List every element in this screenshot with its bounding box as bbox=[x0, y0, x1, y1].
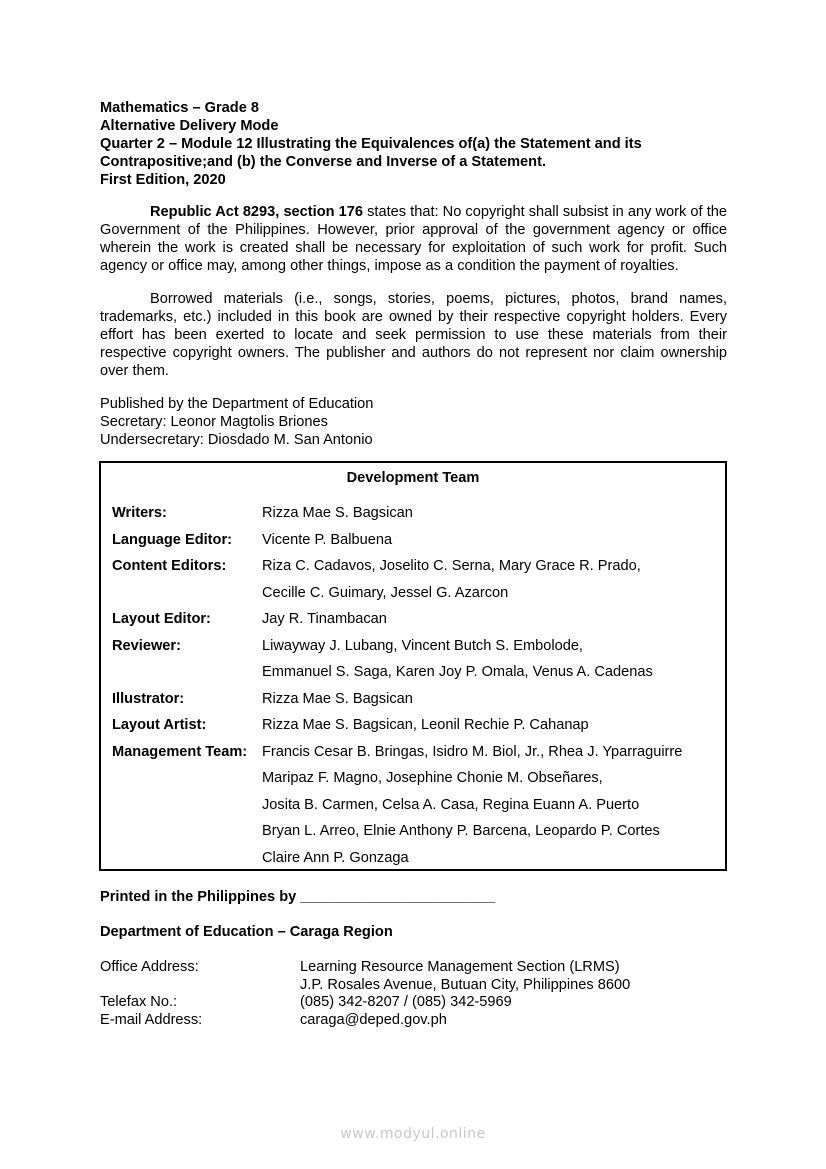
team-role: Management Team: bbox=[112, 743, 248, 760]
printed-by-line: Printed in the Philippines by ________________________ bbox=[100, 889, 496, 905]
borrowed-materials-paragraph: Borrowed materials (i.e., songs, stories, poems, pictures, photos, brand names, trademarks, etc.) included in this book are owned by their respective copyright holders. Every effort has been exerted to locate and seek permission to use these materials from their respective copyright owners. The publisher and authors do not represent nor claim ownership over them. bbox=[100, 291, 727, 379]
publisher-info bbox=[100, 395, 727, 449]
team-names: Emmanuel S. Saga, Karen Joy P. Omala, Venus A. Cadenas bbox=[262, 664, 653, 680]
contact-row bbox=[100, 977, 700, 995]
team-role: Reviewer: bbox=[112, 637, 181, 654]
watermark: www.modyul.online bbox=[340, 1126, 486, 1142]
module-title-line-1: Quarter 2 – Module 12 Illustrating the Equivalences of(a) the Statement and its bbox=[100, 136, 642, 152]
team-role: Content Editors: bbox=[112, 558, 227, 574]
contact-row bbox=[100, 994, 700, 1012]
office-address-label: Office Address: bbox=[100, 959, 199, 975]
development-team-title: Development Team bbox=[346, 470, 480, 486]
undersecretary-line: Undersecretary: Diosdado M. San Antonio bbox=[100, 432, 373, 448]
team-names: Jay R. Tinambacan bbox=[262, 611, 387, 627]
contact-info bbox=[100, 959, 700, 1029]
team-names: Rizza Mae S. Bagsican bbox=[262, 505, 413, 521]
page-body bbox=[100, 99, 727, 449]
team-names: Josita B. Carmen, Celsa A. Casa, Regina Euann A. Puerto bbox=[262, 796, 640, 813]
team-names: Vicente P. Balbuena bbox=[262, 531, 393, 548]
module-header bbox=[100, 99, 727, 189]
development-team-box bbox=[99, 461, 727, 871]
module-title-line-2: Contrapositive;and (b) the Converse and Inverse of a Statement. bbox=[100, 154, 547, 170]
team-role: Writers: bbox=[112, 505, 167, 521]
team-names: Rizza Mae S. Bagsican, Leonil Rechie P. Cahanap bbox=[262, 717, 589, 733]
team-names: Bryan L. Arreo, Elnie Anthony P. Barcena, Leopardo P. Cortes bbox=[262, 823, 660, 839]
email-value[interactable]: caraga@deped.gov.ph bbox=[300, 1011, 447, 1028]
delivery-mode: Alternative Delivery Mode bbox=[100, 118, 279, 134]
team-role: Illustrator: bbox=[112, 690, 185, 707]
team-names: Maripaz F. Magno, Josephine Chonie M. Obseñares, bbox=[262, 770, 603, 786]
telefax-value: (085) 342-8207 / (085) 342-5969 bbox=[300, 994, 512, 1010]
team-names: Rizza Mae S. Bagsican bbox=[262, 690, 413, 707]
office-address-value: Learning Resource Management Section (LRMS) bbox=[300, 959, 620, 975]
team-role: Layout Artist: bbox=[112, 717, 207, 733]
team-names: Liwayway J. Lubang, Vincent Butch S. Embolode, bbox=[262, 637, 583, 654]
telefax-label: Telefax No.: bbox=[100, 994, 178, 1010]
team-role: Layout Editor: bbox=[112, 611, 211, 627]
team-names: Cecille C. Guimary, Jessel G. Azarcon bbox=[262, 584, 509, 601]
team-names: Francis Cesar B. Bringas, Isidro M. Biol, Jr., Rhea J. Yparraguirre bbox=[262, 743, 683, 760]
team-names: Riza C. Cadavos, Joselito C. Serna, Mary Grace R. Prado, bbox=[262, 558, 641, 574]
edition: First Edition, 2020 bbox=[100, 172, 226, 188]
copyright-law-reference: Republic Act 8293, section 176 bbox=[150, 204, 363, 220]
copyright-paragraph bbox=[100, 203, 727, 275]
region-heading: Department of Education – Caraga Region bbox=[100, 924, 393, 940]
publisher-line: Published by the Department of Education bbox=[100, 396, 374, 412]
contact-row bbox=[100, 959, 700, 977]
address-continuation-value: J.P. Rosales Avenue, Butuan City, Philippines 8600 bbox=[300, 976, 631, 993]
copyright-text: states that: No copyright shall subsist in any work of the Government of the Philippines. However, prior approval of the government agency or office wherein the work is created shall be necessary for exploitation of such work for profit. Such agency or office may, among other things, impose as a condition the payment of royalties. bbox=[100, 204, 727, 274]
team-role: Language Editor: bbox=[112, 531, 232, 548]
email-label: E-mail Address: bbox=[100, 1011, 203, 1028]
subject-title: Mathematics – Grade 8 bbox=[100, 100, 259, 116]
secretary-line: Secretary: Leonor Magtolis Briones bbox=[100, 414, 328, 430]
contact-row bbox=[100, 1012, 700, 1030]
team-names: Claire Ann P. Gonzaga bbox=[262, 849, 409, 866]
